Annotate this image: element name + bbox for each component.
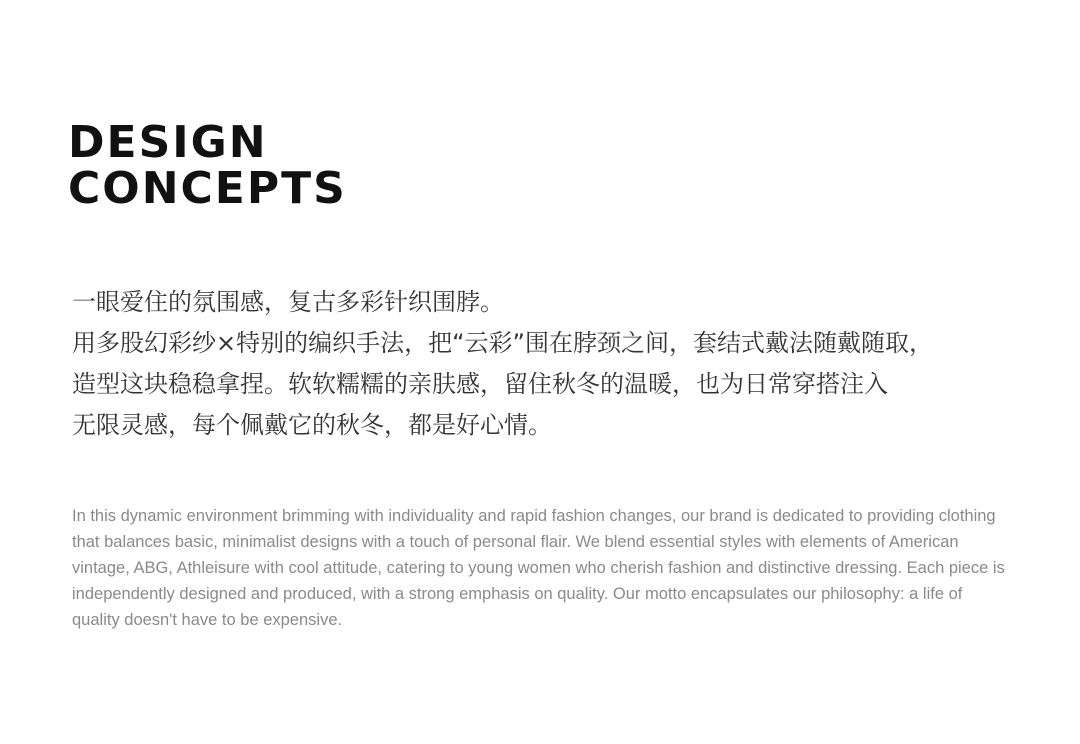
heading-line-2: CONCEPTS xyxy=(68,163,347,214)
chinese-description xyxy=(72,282,1032,446)
heading-line-1: DESIGN xyxy=(68,117,268,168)
chinese-line-2: 用多股幻彩纱×特别的编织手法，把“云彩”围在脖颈之间，套结式戴法随戴随取， xyxy=(72,329,933,357)
chinese-line-1: 一眼爱住的氛围感，复古多彩针织围脖。 xyxy=(72,288,504,316)
section-heading xyxy=(68,117,347,214)
chinese-line-3: 造型这块稳稳拿捏。软软糯糯的亲肤感，留住秋冬的温暖，也为日常穿搭注入 xyxy=(72,370,888,398)
english-description: In this dynamic environment brimming with individuality and rapid fashion changes, our brand is dedicated to providing clothing that balances basic, minimalist designs with a touch of personal flair. We blend essential styles with elements of American vintage, ABG, Athleisure with cool attitude, catering to young women who cherish fashion and distinctive dressing. Each piece is independently designed and produced, with a strong emphasis on quality. Our motto encapsulates our philosophy: a life of quality doesn't have to be expensive. xyxy=(72,507,1005,629)
chinese-line-4: 无限灵感，每个佩戴它的秋冬，都是好心情。 xyxy=(72,411,552,439)
